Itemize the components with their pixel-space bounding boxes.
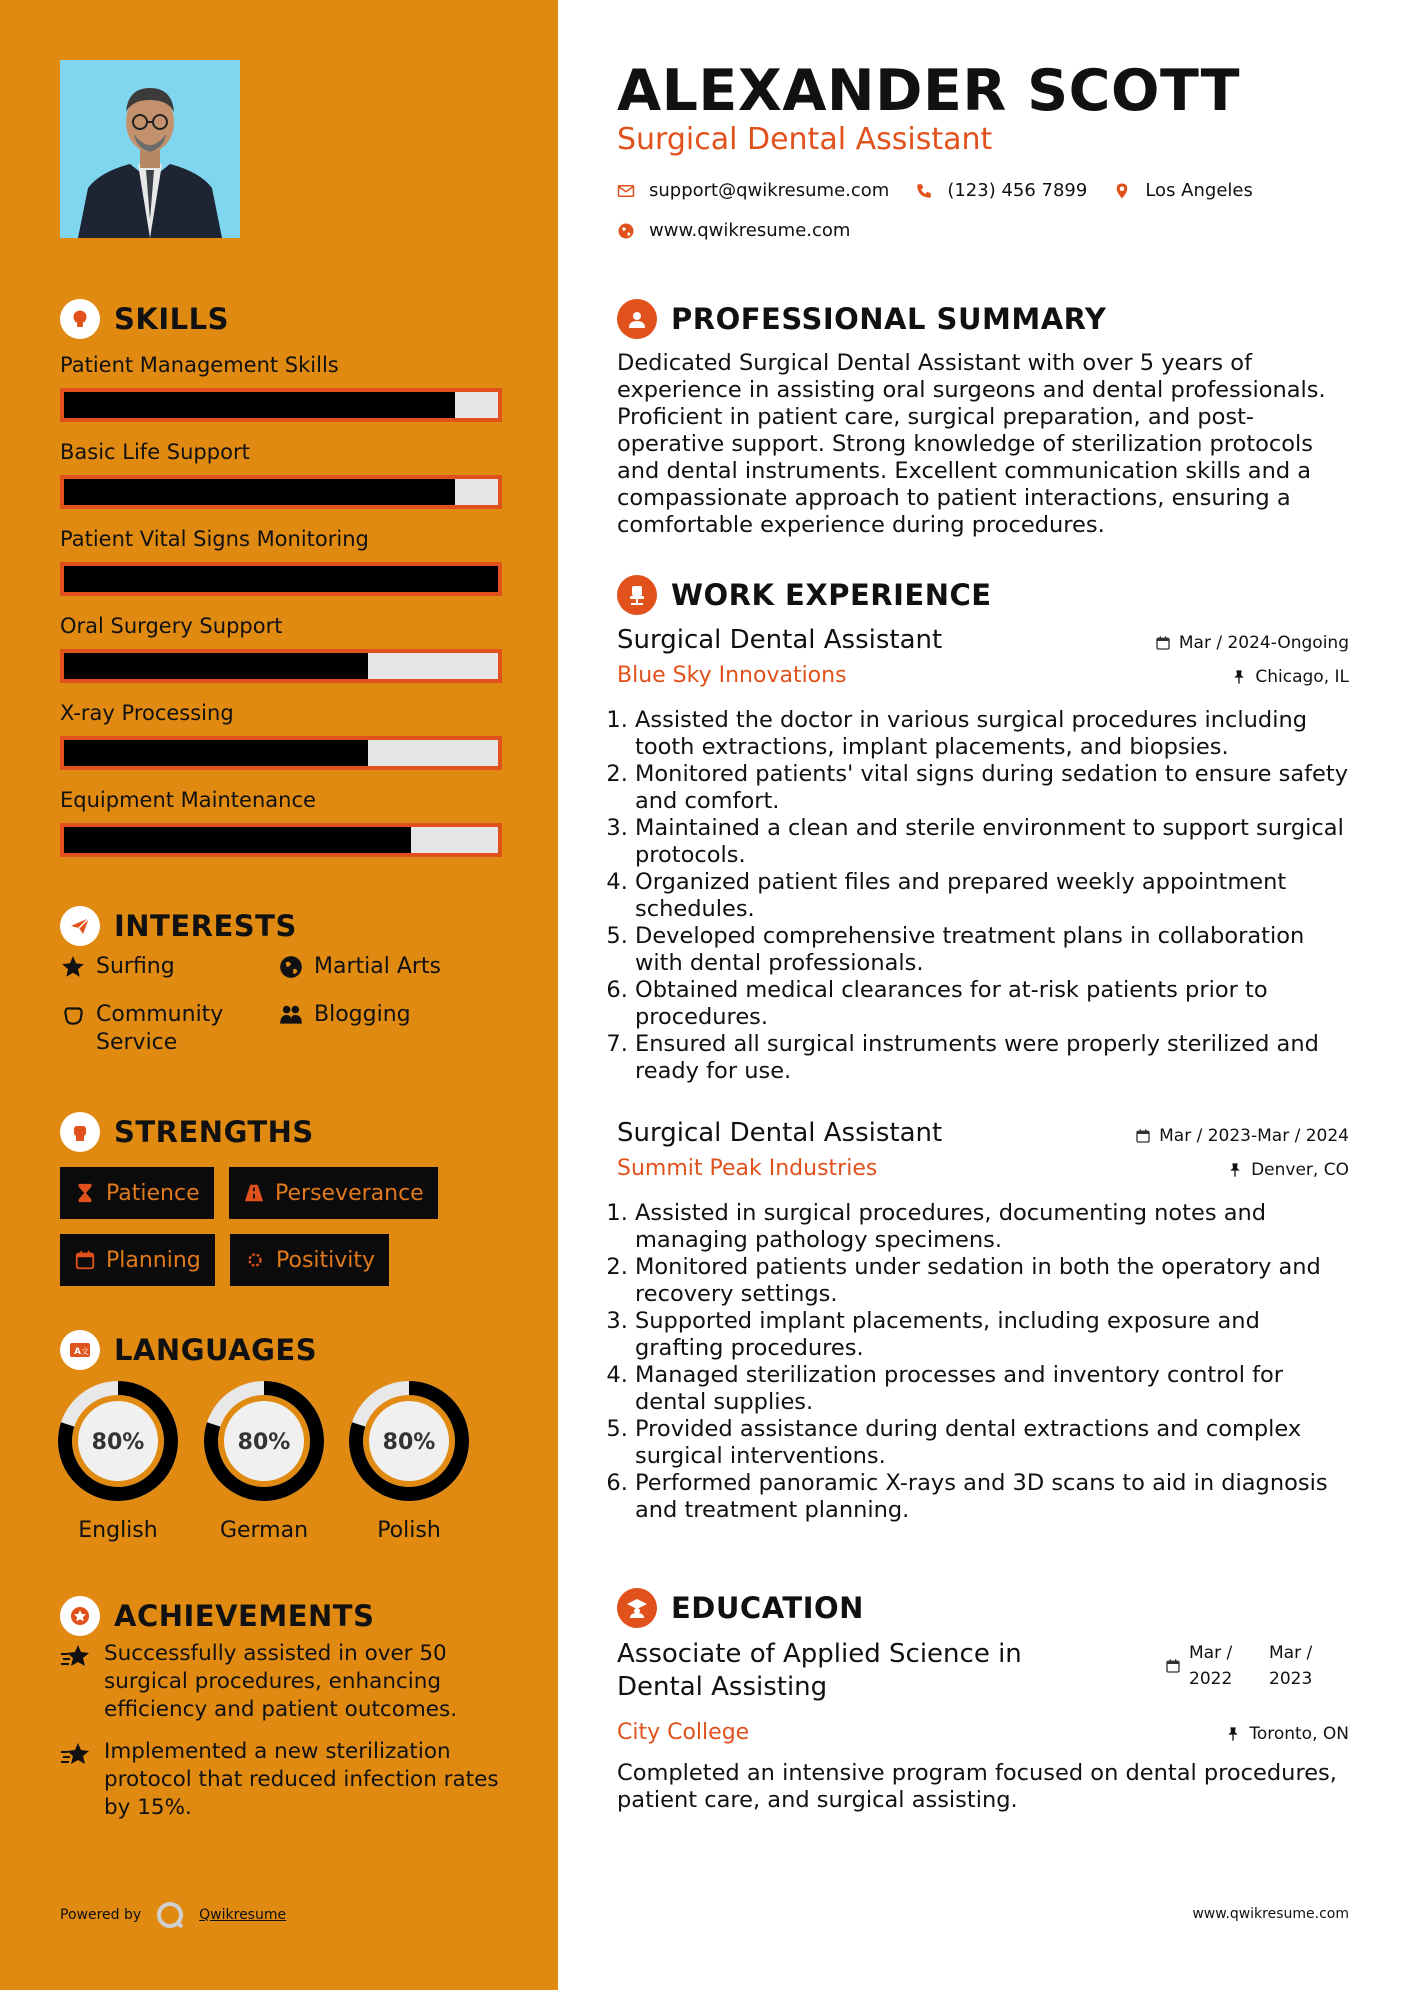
- interest-item: [278, 1001, 411, 1029]
- language-icon: [60, 1330, 100, 1370]
- office-chair-icon: [617, 575, 657, 615]
- job-location-text: Denver, CO: [1251, 1160, 1349, 1180]
- job-location-text: Chicago, IL: [1255, 667, 1349, 687]
- strengths-title: STRENGTHS: [114, 1115, 314, 1149]
- education-entry: [617, 1638, 1349, 1814]
- skill-item: [60, 439, 502, 526]
- skill-bar-fill: [64, 653, 368, 679]
- skill-item: [60, 613, 502, 700]
- summary-title: PROFESSIONAL SUMMARY: [671, 302, 1107, 336]
- contact-email[interactable]: [617, 180, 889, 201]
- map-pin-icon: [1113, 182, 1131, 200]
- lightbulb-icon: [60, 299, 100, 339]
- skill-label: Patient Vital Signs Monitoring: [60, 527, 369, 551]
- job-entry: [617, 625, 1349, 1085]
- job-title: Surgical Dental Assistant: [617, 625, 943, 655]
- skill-bar: [60, 475, 502, 509]
- job-duty: 1. Assisted in surgical procedures, documenting notes and managing pathology specimens.: [635, 1200, 1349, 1254]
- job-duty: 2. Monitored patients under sedation in both the operatory and recovery settings.: [635, 1254, 1349, 1308]
- experience-heading: [617, 575, 992, 615]
- phone-icon: [915, 182, 933, 200]
- pushpin-icon: [1227, 1162, 1243, 1178]
- interest-label: Martial Arts: [314, 954, 442, 979]
- pushpin-icon: [1231, 669, 1247, 685]
- job-duty: 7. Ensured all surgical instruments were properly sterilized and ready for use.: [635, 1031, 1349, 1085]
- footer-website[interactable]: www.qwikresume.com: [1192, 1906, 1349, 1922]
- language-name: English: [78, 1518, 158, 1543]
- strength-label: Planning: [106, 1247, 201, 1273]
- skill-bar-fill: [64, 827, 411, 853]
- education-description: Completed an intensive program focused on dental procedures, patient care, and surgical assisting.: [617, 1760, 1337, 1813]
- globe-icon: [278, 954, 304, 980]
- interest-label: Surfing: [96, 954, 175, 979]
- job-duty: 6. Obtained medical clearances for at-risk patients prior to procedures.: [635, 977, 1349, 1031]
- job-date: [1135, 1126, 1349, 1146]
- person-portrait-icon: [60, 60, 240, 238]
- skill-label: X-ray Processing: [60, 701, 234, 725]
- location-text: Los Angeles: [1145, 180, 1253, 201]
- job-duties: [617, 707, 1349, 1085]
- education-school: City College: [617, 1720, 750, 1745]
- education-start: Mar / 2022: [1189, 1643, 1233, 1689]
- education-end: Mar / 2023: [1269, 1643, 1313, 1689]
- skill-item: [60, 352, 502, 439]
- email-text: support@qwikresume.com: [649, 180, 890, 201]
- achievements-title: ACHIEVEMENTS: [114, 1599, 375, 1633]
- job-duty: 3. Supported implant placements, including exposure and grafting procedures.: [635, 1308, 1349, 1362]
- language-ring: [201, 1378, 327, 1504]
- skills-list: [60, 352, 502, 874]
- interests-heading: [60, 906, 297, 946]
- users-icon: [278, 1002, 304, 1028]
- languages-title: LANGUAGES: [114, 1333, 318, 1367]
- language-name: German: [219, 1518, 309, 1543]
- qwikresume-link[interactable]: Qwikresume: [199, 1907, 287, 1923]
- hand-icon: [60, 1002, 86, 1028]
- strength-label: Patience: [106, 1180, 200, 1206]
- job-duty: 3. Maintained a clean and sterile environment to support surgical protocols.: [635, 815, 1349, 869]
- achievements-list: [60, 1640, 500, 1836]
- fist-icon: [60, 1112, 100, 1152]
- interest-item: [60, 1001, 260, 1057]
- language-item: [55, 1378, 181, 1543]
- calendar-icon: [1165, 1658, 1181, 1674]
- achievement-text: Implemented a new sterilization protocol that reduced infection rates by 15%.: [104, 1739, 499, 1820]
- job-date-text: Mar / 2024-Ongoing: [1178, 633, 1349, 653]
- job-date: [1155, 633, 1349, 653]
- job-company: Summit Peak Industries: [617, 1156, 878, 1181]
- education-degree: Associate of Applied Science in Dental Assisting: [617, 1639, 1022, 1702]
- candidate-title: Surgical Dental Assistant: [617, 122, 993, 157]
- job-title: Surgical Dental Assistant: [617, 1118, 943, 1148]
- language-percent: 80%: [91, 1430, 145, 1455]
- svg-text:文: 文: [81, 1347, 89, 1356]
- job-location: [1231, 667, 1349, 687]
- strength-label: Perseverance: [275, 1180, 424, 1206]
- language-percent: 80%: [382, 1430, 436, 1455]
- skill-bar-fill: [64, 479, 455, 505]
- powered-by-label: Powered by: [60, 1907, 142, 1923]
- job-date-text: Mar / 2023-Mar / 2024: [1159, 1126, 1349, 1146]
- job-duty: 4. Managed sterilization processes and inventory control for dental supplies.: [635, 1362, 1349, 1416]
- language-ring: [346, 1378, 472, 1504]
- profile-photo: [60, 60, 240, 238]
- language-ring: [55, 1378, 181, 1504]
- calendar-icon: [74, 1249, 96, 1271]
- candidate-name: ALEXANDER SCOTT: [617, 58, 1241, 124]
- calendar-icon: [1135, 1128, 1151, 1144]
- job-location: [1227, 1160, 1349, 1180]
- education-location: [1225, 1724, 1349, 1744]
- contact-location: [1113, 180, 1253, 201]
- strength-tag: [230, 1234, 389, 1286]
- skill-bar: [60, 823, 502, 857]
- graduate-icon: [617, 1588, 657, 1628]
- language-item: [346, 1378, 472, 1543]
- skill-bar-fill: [64, 740, 368, 766]
- globe-icon: [617, 222, 635, 240]
- contact-row: [617, 180, 1279, 201]
- skill-bar: [60, 649, 502, 683]
- job-duty: 1. Assisted the doctor in various surgical procedures including tooth extractions, implant placements, and biopsies.: [635, 707, 1349, 761]
- strength-tag: [60, 1234, 215, 1286]
- phone-text: (123) 456 7899: [947, 180, 1088, 201]
- skill-item: [60, 700, 502, 787]
- svg-text:A: A: [74, 1347, 81, 1357]
- contact-website[interactable]: [617, 220, 850, 241]
- languages-heading: [60, 1330, 317, 1370]
- strength-tag: [229, 1167, 438, 1219]
- contact-phone[interactable]: [915, 180, 1087, 201]
- powered-by: [60, 1900, 286, 1930]
- skill-bar: [60, 388, 502, 422]
- language-name: Polish: [377, 1518, 441, 1543]
- education-location-text: Toronto, ON: [1249, 1724, 1349, 1744]
- skill-label: Oral Surgery Support: [60, 614, 283, 638]
- job-duty: 5. Provided assistance during dental extractions and complex surgical interventions.: [635, 1416, 1349, 1470]
- user-icon: [617, 299, 657, 339]
- hourglass-icon: [74, 1182, 96, 1204]
- skill-item: [60, 526, 502, 613]
- pushpin-icon: [1225, 1726, 1241, 1742]
- skill-label: Basic Life Support: [60, 440, 250, 464]
- envelope-icon: [617, 182, 635, 200]
- road-icon: [243, 1182, 265, 1204]
- job-duty: 4. Organized patient files and prepared weekly appointment schedules.: [635, 869, 1349, 923]
- job-duties: [617, 1200, 1349, 1524]
- paper-plane-icon: [60, 906, 100, 946]
- interest-label: Community Service: [96, 1002, 224, 1055]
- calendar-icon: [1155, 635, 1171, 651]
- award-star-icon: [60, 1596, 100, 1636]
- skill-label: Equipment Maintenance: [60, 788, 316, 812]
- skill-bar: [60, 736, 502, 770]
- strength-label: Positivity: [276, 1247, 376, 1273]
- summary-text: Dedicated Surgical Dental Assistant with over 5 years of experience in assisting oral surgeons and dental professionals. Proficient in patient care, surgical preparation, and post-operative support. Strong knowledge of sterilization protocols and dental instruments. Excellent communication skills and a compassionate approach to patient interactions, ensuring a comfortable experience during procedures.: [617, 350, 1326, 538]
- interest-item: [278, 953, 441, 981]
- summary-heading: [617, 299, 1106, 339]
- strengths-heading: [60, 1112, 314, 1152]
- job-entry: [617, 1118, 1349, 1524]
- sidebar: [0, 0, 558, 1990]
- skills-heading: [60, 299, 229, 339]
- strengths-list: [60, 1167, 500, 1287]
- star-icon: [60, 954, 86, 980]
- shooting-star-icon: [60, 1642, 92, 1672]
- education-heading: [617, 1588, 864, 1628]
- achievement-item: [60, 1738, 500, 1822]
- experience-title: WORK EXPERIENCE: [671, 578, 992, 612]
- job-duty: 2. Monitored patients' vital signs during sedation to ensure safety and comfort.: [635, 761, 1349, 815]
- job-company: Blue Sky Innovations: [617, 663, 847, 688]
- skill-label: Patient Management Skills: [60, 353, 339, 377]
- language-item: [201, 1378, 327, 1543]
- education-dates: [1165, 1640, 1349, 1692]
- achievement-item: [60, 1640, 500, 1724]
- job-duty: 6. Performed panoramic X-rays and 3D scans to aid in diagnosis and treatment planning.: [635, 1470, 1349, 1524]
- skills-title: SKILLS: [114, 302, 229, 336]
- shooting-star-icon: [60, 1740, 92, 1770]
- website-text: www.qwikresume.com: [649, 220, 851, 241]
- skill-item: [60, 787, 502, 874]
- language-percent: 80%: [237, 1430, 291, 1455]
- skill-bar-fill: [64, 392, 455, 418]
- qwikresume-logo-icon: [155, 1900, 185, 1930]
- interest-label: Blogging: [314, 1002, 411, 1027]
- strength-tag: [60, 1167, 214, 1219]
- education-title: EDUCATION: [671, 1591, 864, 1625]
- achievement-text: Successfully assisted in over 50 surgical procedures, enhancing efficiency and patient outcomes.: [104, 1641, 458, 1722]
- interest-item: [60, 953, 175, 981]
- job-duty: 5. Developed comprehensive treatment plans in collaboration with dental professionals.: [635, 923, 1349, 977]
- achievements-heading: [60, 1596, 374, 1636]
- interests-title: INTERESTS: [114, 909, 297, 943]
- skill-bar-fill: [64, 566, 498, 592]
- skill-bar: [60, 562, 502, 596]
- sun-icon: [244, 1249, 266, 1271]
